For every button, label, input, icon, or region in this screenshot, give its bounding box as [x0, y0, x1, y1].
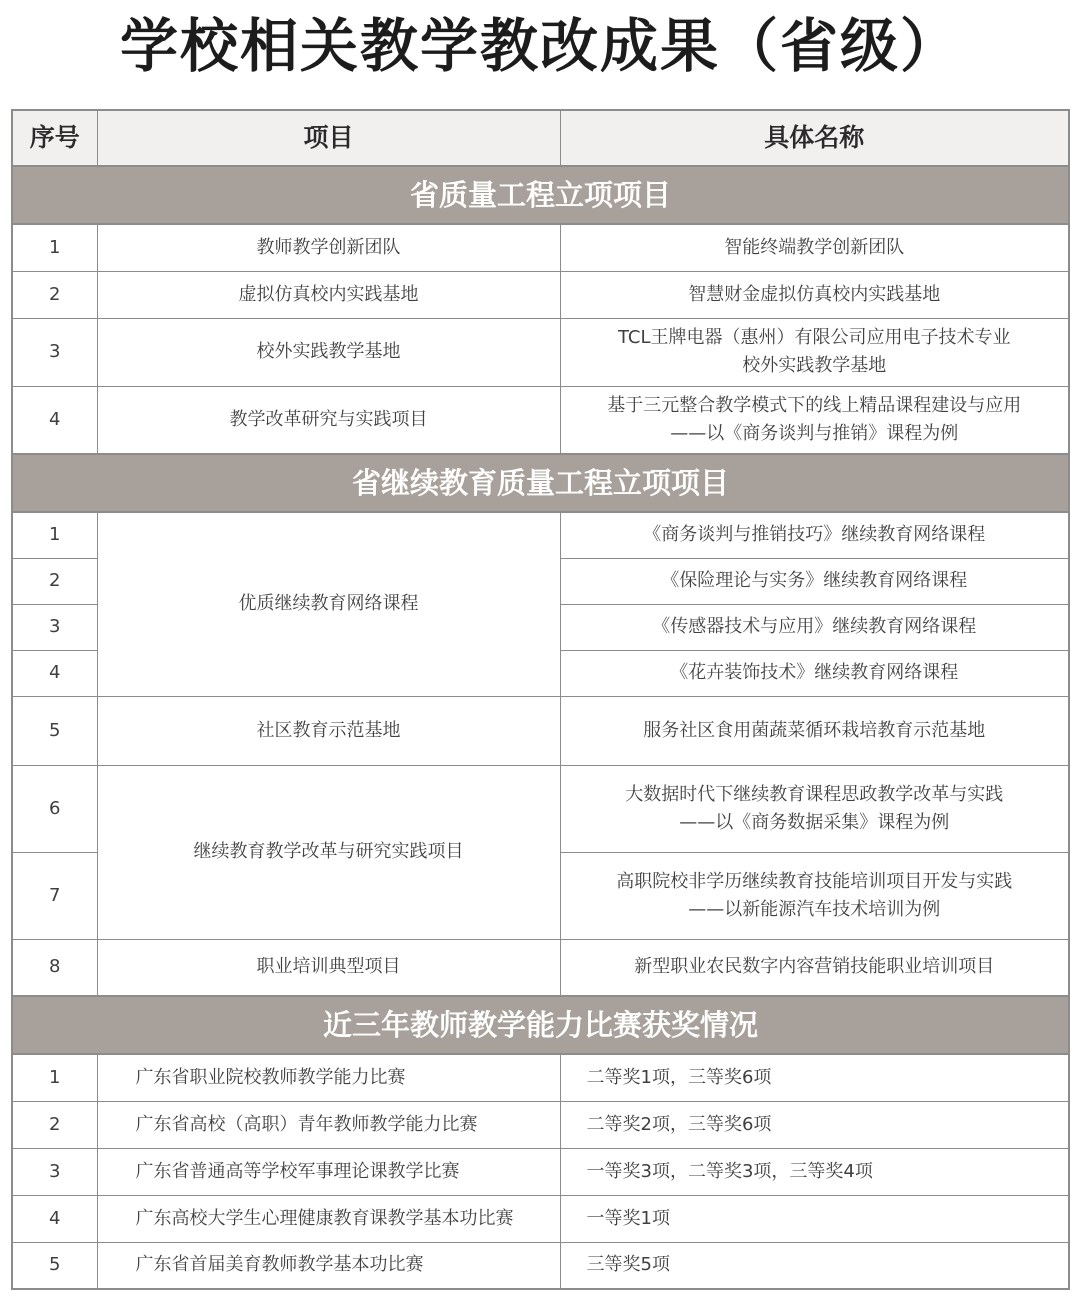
row-name: 《花卉装饰技术》继续教育网络课程: [560, 650, 1069, 696]
row-no: 1: [12, 224, 97, 271]
row-name: 一等奖1项: [560, 1195, 1069, 1242]
group-item: 优质继续教育网络课程: [97, 512, 560, 696]
group-item: 继续教育教学改革与研究实践项目: [97, 765, 560, 939]
row-item: 广东省职业院校教师教学能力比赛: [97, 1054, 560, 1101]
row-item: 社区教育示范基地: [97, 696, 560, 765]
row-no: 8: [12, 939, 97, 996]
row-no: 3: [12, 1148, 97, 1195]
row-no: 5: [12, 1242, 97, 1289]
row-name: 智能终端教学创新团队: [560, 224, 1069, 271]
row-item: 职业培训典型项目: [97, 939, 560, 996]
row-name: 大数据时代下继续教育课程思政教学改革与实践 ——以《商务数据采集》课程为例: [560, 765, 1069, 852]
row-name: 《商务谈判与推销技巧》继续教育网络课程: [560, 512, 1069, 558]
table-row: [12, 1054, 1069, 1101]
table-row: [12, 1242, 1069, 1289]
row-no: 7: [12, 852, 97, 939]
table-row: [12, 224, 1069, 271]
row-name: 《保险理论与实务》继续教育网络课程: [560, 558, 1069, 604]
section-title: 近三年教师教学能力比赛获奖情况: [12, 996, 1069, 1054]
row-name: 基于三元整合教学模式下的线上精品课程建设与应用 ——以《商务谈判与推销》课程为例: [560, 386, 1069, 454]
row-name: 新型职业农民数字内容营销技能职业培训项目: [560, 939, 1069, 996]
row-item: 教学改革研究与实践项目: [97, 386, 560, 454]
table-row: [12, 318, 1069, 386]
section-header: [12, 996, 1069, 1054]
table-row: [12, 939, 1069, 996]
header-no: 序号: [12, 110, 97, 166]
row-item: 教师教学创新团队: [97, 224, 560, 271]
row-no: 4: [12, 1195, 97, 1242]
row-no: 3: [12, 318, 97, 386]
table-row: [12, 1148, 1069, 1195]
header-name: 具体名称: [560, 110, 1069, 166]
page-title: 学校相关教学教改成果（省级）: [119, 12, 960, 80]
header-item: 项目: [97, 110, 560, 166]
row-no: 4: [12, 386, 97, 454]
row-name: 二等奖1项，三等奖6项: [560, 1054, 1069, 1101]
table-row: [12, 696, 1069, 765]
row-name: TCL王牌电器（惠州）有限公司应用电子技术专业 校外实践教学基地: [560, 318, 1069, 386]
row-no: 1: [12, 1054, 97, 1101]
row-no: 6: [12, 765, 97, 852]
section-header: [12, 454, 1069, 512]
table-row: [12, 1195, 1069, 1242]
row-item: 广东省普通高等学校军事理论课教学比赛: [97, 1148, 560, 1195]
row-no: 2: [12, 1101, 97, 1148]
row-name: 三等奖5项: [560, 1242, 1069, 1289]
row-name: 《传感器技术与应用》继续教育网络课程: [560, 604, 1069, 650]
table-row: [12, 271, 1069, 318]
row-name: 服务社区食用菌蔬菜循环栽培教育示范基地: [560, 696, 1069, 765]
row-name: 一等奖3项，二等奖3项，三等奖4项: [560, 1148, 1069, 1195]
row-item: 虚拟仿真校内实践基地: [97, 271, 560, 318]
table-row: [12, 765, 1069, 852]
section-title: 省质量工程立项项目: [12, 166, 1069, 224]
row-item: 校外实践教学基地: [97, 318, 560, 386]
row-no: 3: [12, 604, 97, 650]
section-title: 省继续教育质量工程立项项目: [12, 454, 1069, 512]
table-row: [12, 386, 1069, 454]
row-item: 广东高校大学生心理健康教育课教学基本功比赛: [97, 1195, 560, 1242]
row-no: 2: [12, 271, 97, 318]
row-no: 5: [12, 696, 97, 765]
row-no: 2: [12, 558, 97, 604]
row-item: 广东省首届美育教师教学基本功比赛: [97, 1242, 560, 1289]
row-name: 智慧财金虚拟仿真校内实践基地: [560, 271, 1069, 318]
row-item: 广东省高校（高职）青年教师教学能力比赛: [97, 1101, 560, 1148]
table-row: [12, 1101, 1069, 1148]
row-no: 4: [12, 650, 97, 696]
table-header-row: [12, 110, 1069, 166]
achievements-table: [11, 109, 1070, 1290]
table-row: [12, 512, 1069, 558]
row-name: 高职院校非学历继续教育技能培训项目开发与实践 ——以新能源汽车技术培训为例: [560, 852, 1069, 939]
row-no: 1: [12, 512, 97, 558]
section-header: [12, 166, 1069, 224]
row-name: 二等奖2项，三等奖6项: [560, 1101, 1069, 1148]
